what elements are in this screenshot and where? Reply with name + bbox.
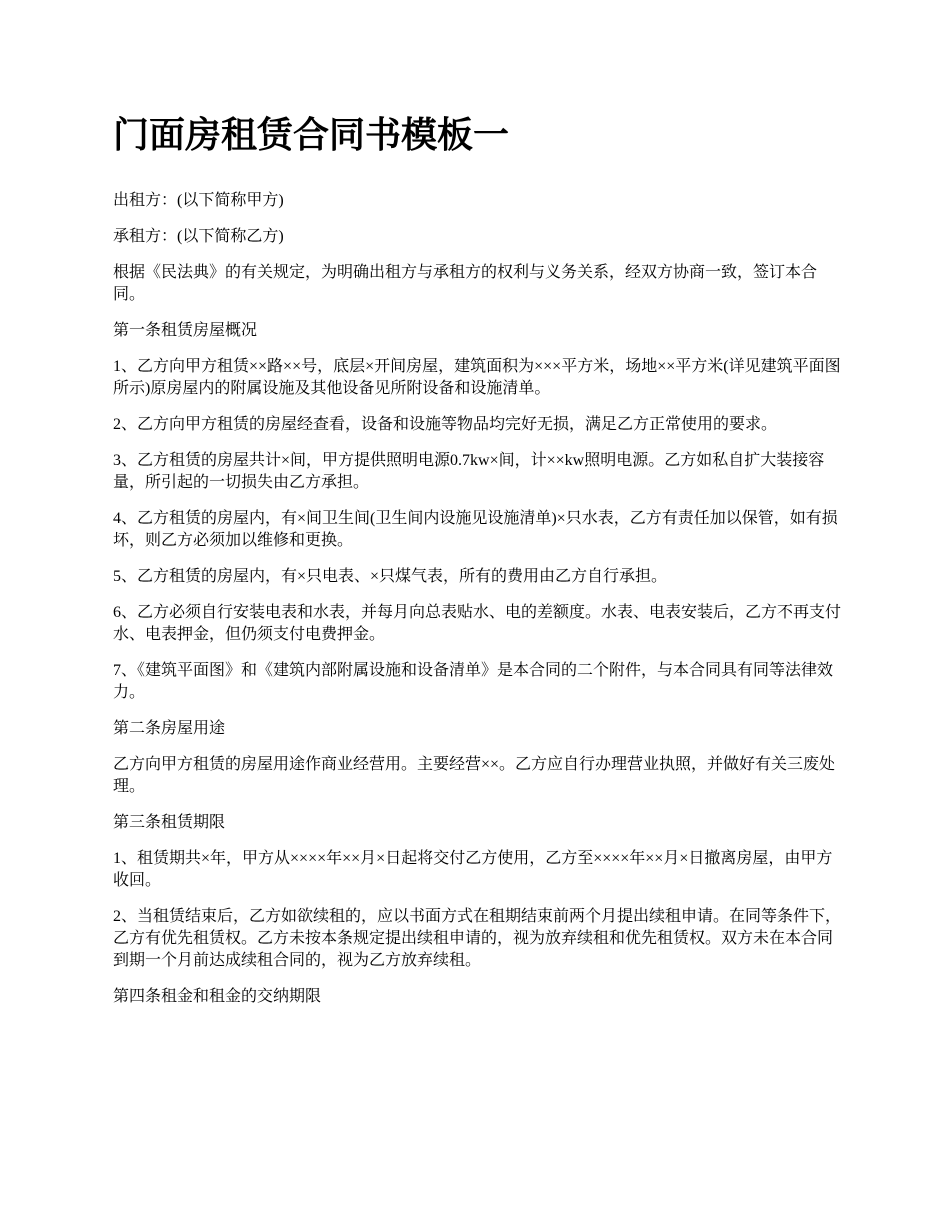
article-4-heading: 第四条租金和租金的交纳期限 [113,988,322,1005]
article-1-clause-4: 4、乙方租赁的房屋内，有×间卫生间(卫生间内设施见设施清单)×只水表，乙方有责任加以保管，如有损坏，则乙方必须加以维修和更换。 [113,510,838,549]
document-page [113,112,843,1022]
article-1-clause-5: 5、乙方租赁的房屋内，有×只电表、×只煤气表，所有的费用由乙方自行承担。 [113,568,668,585]
lessor-line: 出租方：(以下简称甲方) [113,192,284,209]
article-1-heading: 第一条租赁房屋概况 [113,322,258,339]
article-3-clause-2: 2、当租赁结束后，乙方如欲续租的，应以书面方式在租期结束前两个月提出续租申请。在同等条件下，乙方有优先租赁权。乙方未按本条规定提出续租申请的，视为放弃续租和优先租赁权。双方未在本合同到期一个月前达成续租合同的，视为乙方放弃续租。 [113,908,842,969]
article-1-clause-2: 2、乙方向甲方租赁的房屋经查看，设备和设施等物品均完好无损，满足乙方正常使用的要求。 [113,416,778,433]
article-3-clause-1: 1、租赁期共×年，甲方从××××年××月×日起将交付乙方使用，乙方至××××年××月×日撤离房屋，由甲方收回。 [113,850,833,889]
article-2-paragraph: 乙方向甲方租赁的房屋用途作商业经营用。主要经营××。乙方应自行办理营业执照，并做好有关三废处理。 [113,756,836,795]
lessee-line: 承租方：(以下简称乙方) [113,228,284,245]
article-1-clause-7: 7、《建筑平面图》和《建筑内部附属设施和设备清单》是本合同的二个附件，与本合同具有同等法律效力。 [113,662,834,701]
article-1-clause-1: 1、乙方向甲方租赁××路××号，底层×开间房屋，建筑面积为×××平方米，场地××平方米(详见建筑平面图所示)原房屋内的附属设施及其他设备见所附设备和设施清单。 [113,358,841,397]
preamble-paragraph: 根据《民法典》的有关规定，为明确出租方与承租方的权利与义务关系，经双方协商一致，签订本合同。 [113,264,818,303]
article-3-heading: 第三条租赁期限 [113,814,226,831]
article-2-heading: 第二条房屋用途 [113,720,226,737]
article-1-clause-3: 3、乙方租赁的房屋共计×间，甲方提供照明电源0.7kw×间，计××kw照明电源。乙方如私自扩大装接容量，所引起的一切损失由乙方承担。 [113,452,825,491]
article-1-clause-6: 6、乙方必须自行安装电表和水表，并每月向总表贴水、电的差额度。水表、电表安装后，乙方不再支付水、电表押金，但仍须支付电费押金。 [113,604,842,643]
document-title: 门面房租赁合同书模板一 [113,115,510,156]
